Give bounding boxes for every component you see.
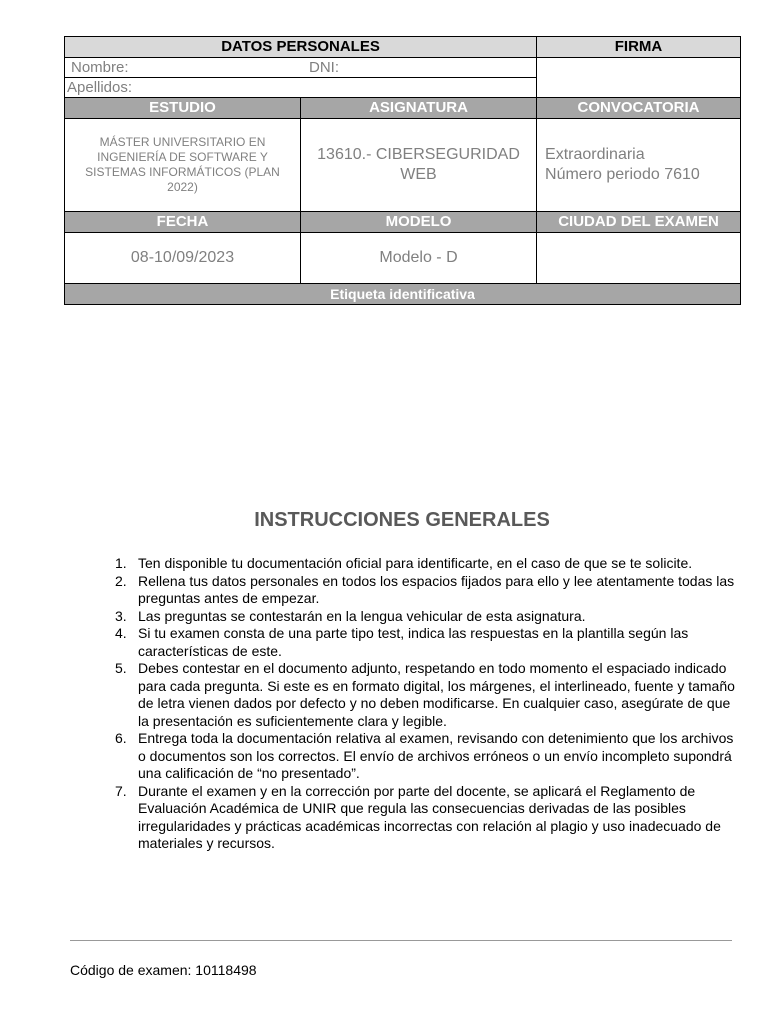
instruction-item (115, 730, 738, 783)
instruction-text: Debes contestar en el documento adjunto, respetando en todo momento el espaciado indicado para cada pregunta. Si este es en formato digital, los márgenes, el interlineado, fuente y tamaño de letra vienen dados por defecto y no deben modificarse. En cualquier caso, asegúrate de que la presentación es suficientemente clara y legible. (138, 660, 735, 729)
instruction-item (115, 660, 738, 730)
instruction-number: 3. (115, 607, 127, 624)
exam-header-table (64, 36, 741, 305)
instruction-item (115, 782, 738, 853)
instruction-item (115, 625, 738, 660)
nombre-field[interactable] (65, 58, 537, 78)
instruction-number: 6. (115, 730, 127, 746)
nombre-label: Nombre: (71, 59, 129, 76)
convocatoria-header: CONVOCATORIA (537, 98, 741, 119)
apellidos-label: Apellidos: (67, 79, 133, 96)
instruction-text: Entrega toda la documentación relativa al examen, revisando con detenimiento que los archivos o documentos son los correctos. El envío de archivos erróneos o un envío incompleto supondrá una calificación de “no presentado”. (138, 730, 734, 781)
convocatoria-type: Extraordinaria (545, 146, 645, 163)
firma-field[interactable] (537, 58, 741, 98)
instructions-list (115, 555, 738, 853)
instruction-number: 4. (115, 625, 127, 641)
etiqueta-identificativa: Etiqueta identificativa (65, 284, 741, 305)
estudio-value: MÁSTER UNIVERSITARIO EN INGENIERÍA DE SOFTWARE Y SISTEMAS INFORMÁTICOS (PLAN 2022) (65, 119, 301, 212)
convocatoria-period: Número periodo 7610 (545, 166, 700, 183)
instruction-item (115, 607, 738, 626)
exam-code: Código de examen: 10118498 (70, 962, 257, 978)
instruction-number: 5. (115, 660, 127, 676)
fecha-header: FECHA (65, 212, 301, 233)
instructions-title: INSTRUCCIONES GENERALES (254, 509, 550, 531)
ciudad-field[interactable] (537, 233, 741, 284)
datos-personales-header: DATOS PERSONALES (65, 37, 537, 58)
ciudad-header: CIUDAD DEL EXAMEN (537, 212, 741, 233)
asignatura-value: 13610.- CIBERSEGURIDAD WEB (301, 119, 537, 212)
estudio-header: ESTUDIO (65, 98, 301, 119)
instruction-text: Durante el examen y en la corrección por parte del docente, se aplicará el Reglamento de Evaluación Académica de UNIR que regula las consecuencias derivadas de las posibles irregularidades y prácticas académicas incorrectas con relación al plagio y uso inadecuado de materiales y recursos. (138, 782, 721, 851)
instruction-text: Si tu examen consta de una parte tipo test, indica las respuestas en la plantilla según las características de este. (138, 625, 689, 659)
firma-header: FIRMA (537, 37, 741, 58)
instruction-text: Las preguntas se contestarán en la lengua vehicular de esta asignatura. (138, 607, 586, 624)
asignatura-header: ASIGNATURA (301, 98, 537, 119)
instruction-number: 2. (115, 572, 127, 589)
instruction-number: 1. (115, 555, 127, 571)
footer-divider (70, 940, 732, 941)
dni-label: DNI: (309, 59, 339, 76)
fecha-value: 08-10/09/2023 (65, 233, 301, 284)
instruction-number: 7. (115, 782, 127, 799)
modelo-value: Modelo - D (301, 233, 537, 284)
apellidos-field[interactable] (65, 78, 537, 98)
modelo-header: MODELO (301, 212, 537, 233)
instruction-item (115, 555, 738, 573)
instruction-text: Ten disponible tu documentación oficial para identificarte, en el caso de que se te solicite. (138, 555, 693, 571)
instruction-item (115, 572, 738, 608)
instruction-text: Rellena tus datos personales en todos los espacios fijados para ello y lee atentamente todas las preguntas antes de empezar. (138, 572, 735, 606)
convocatoria-value (537, 119, 741, 212)
